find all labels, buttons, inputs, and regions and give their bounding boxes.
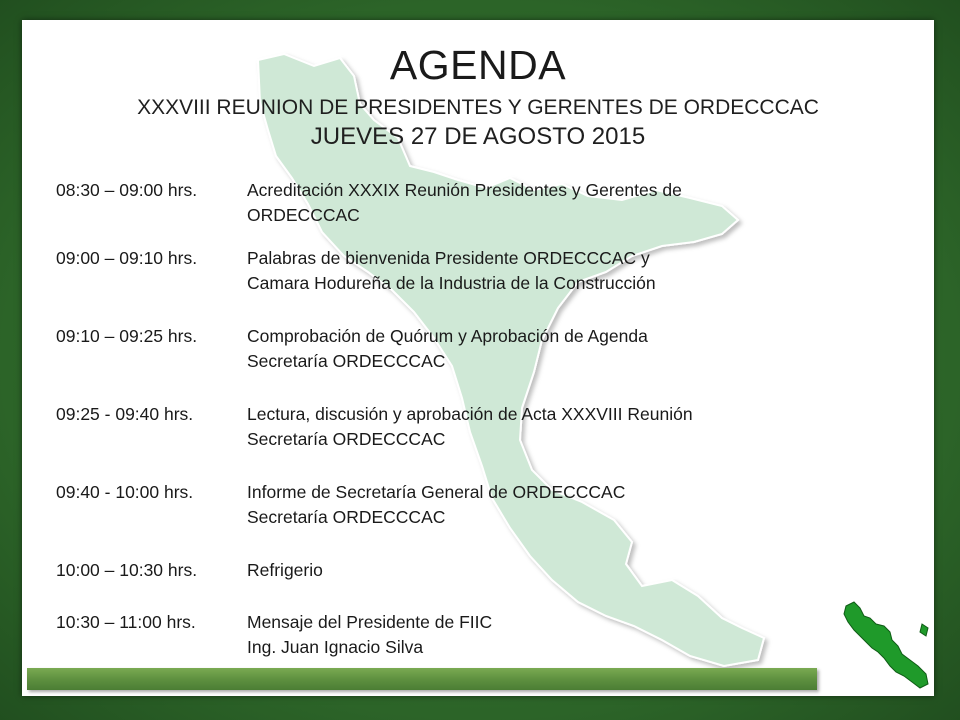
agenda-line: Lectura, discusión y aprobación de Acta XXXVIII Reunión [247, 404, 693, 424]
agenda-description [247, 480, 807, 530]
agenda-line: Secretaría ORDECCCAC [247, 429, 446, 449]
agenda-line: ORDECCCAC [247, 205, 360, 225]
agenda-line: Secretaría ORDECCCAC [247, 351, 446, 371]
footer-bar [27, 668, 817, 690]
agenda-description [247, 402, 807, 452]
central-america-logo-icon [840, 596, 932, 692]
agenda-line: Camara Hodureña de la Industria de la Construcción [247, 273, 656, 293]
agenda-description [247, 558, 807, 583]
agenda-line: Ing. Juan Ignacio Silva [247, 637, 424, 657]
agenda-description [247, 246, 807, 296]
agenda-line: Informe de Secretaría General de ORDECCCAC [247, 482, 626, 502]
agenda-description [247, 178, 807, 228]
agenda-time: 09:25 - 09:40 hrs. [56, 404, 194, 424]
agenda-line: Refrigerio [247, 560, 323, 580]
agenda-description [247, 610, 807, 660]
slide [22, 20, 934, 696]
agenda-time: 09:00 – 09:10 hrs. [56, 248, 198, 268]
agenda-title: AGENDA [389, 42, 567, 88]
agenda-time: 10:30 – 11:00 hrs. [56, 612, 196, 632]
agenda-line: Acreditación XXXIX Reunión Presidentes y Gerentes de [247, 180, 682, 200]
meeting-date: JUEVES 27 DE AGOSTO 2015 [310, 123, 646, 150]
agenda-description [247, 324, 807, 374]
agenda-time: 08:30 – 09:00 hrs. [56, 180, 198, 200]
agenda-line: Mensaje del Presidente de FIIC [247, 612, 493, 632]
agenda-line: Secretaría ORDECCCAC [247, 507, 446, 527]
agenda-time: 09:40 - 10:00 hrs. [56, 482, 194, 502]
agenda-line: Palabras de bienvenida Presidente ORDECCCAC y [247, 248, 650, 268]
meeting-subtitle: XXXVIII REUNION DE PRESIDENTES Y GERENTES DE ORDECCCAC [137, 96, 819, 119]
agenda-time: 09:10 – 09:25 hrs. [56, 326, 198, 346]
agenda-line: Comprobación de Quórum y Aprobación de Agenda [247, 326, 648, 346]
agenda-time: 10:00 – 10:30 hrs. [56, 560, 198, 580]
